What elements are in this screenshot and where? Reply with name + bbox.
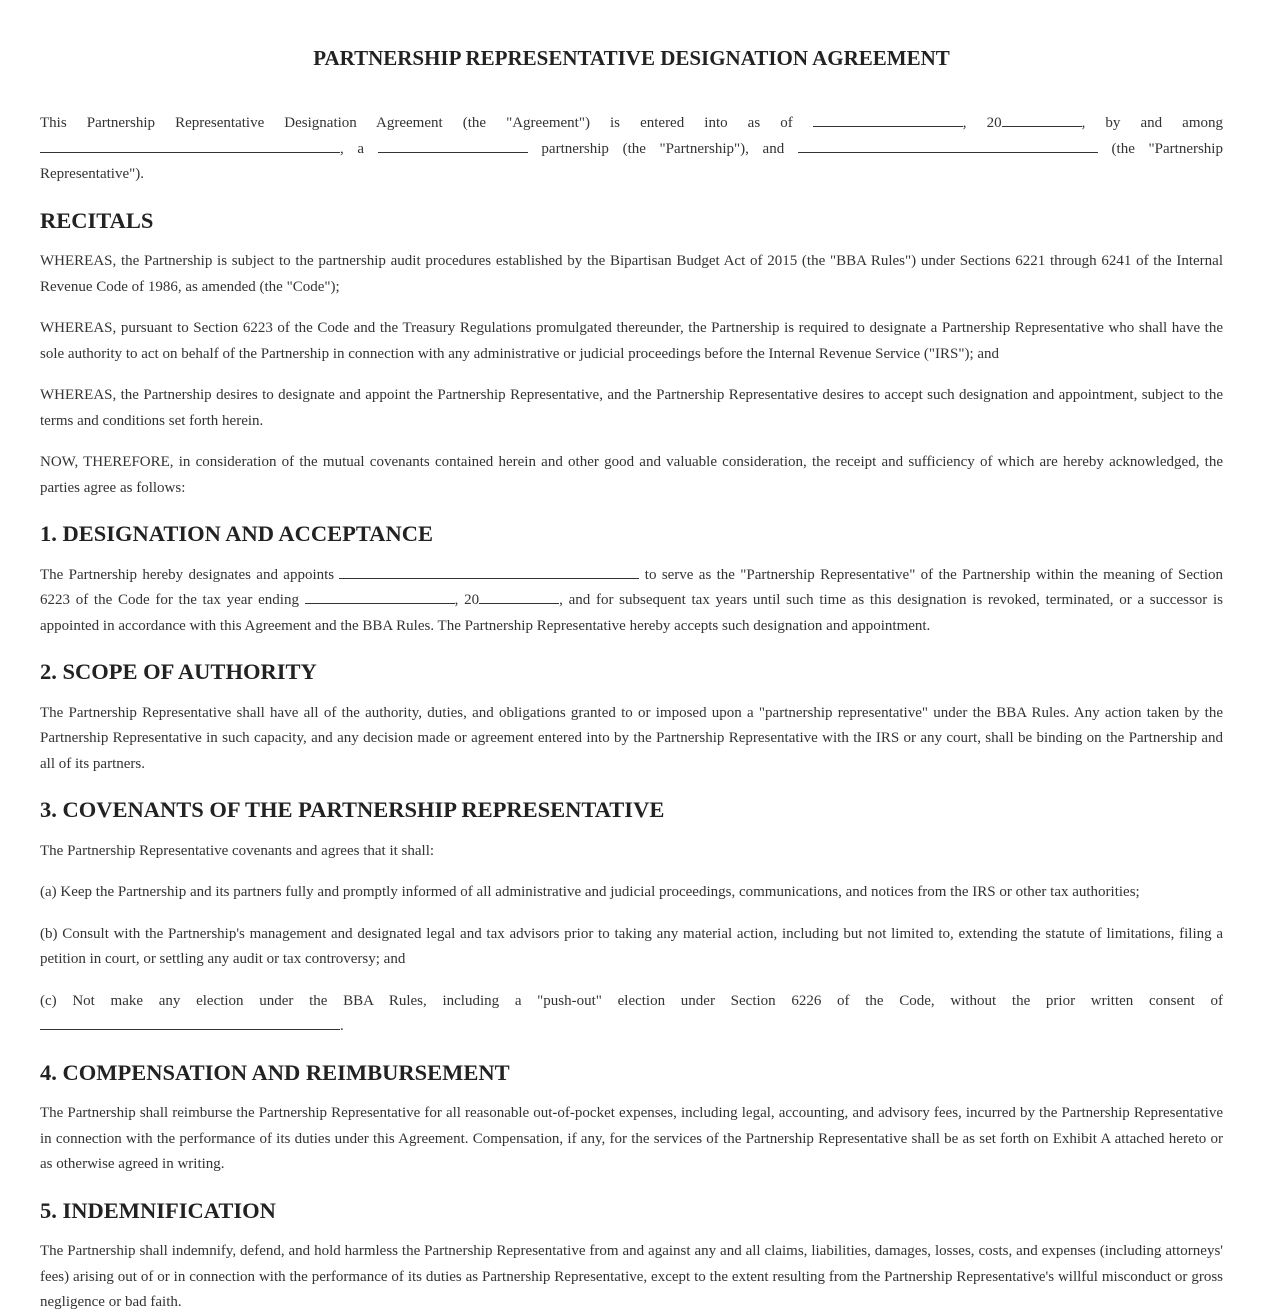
- date-blank[interactable]: [813, 111, 963, 127]
- covenant-item: [40, 989, 1223, 1040]
- recital-paragraph: WHEREAS, pursuant to Section 6223 of the Code and the Treasury Regulations promulgated thereunder, the Partnership is required to designate a Partnership Representative who shall have the sole authority to act on behalf of the Partnership in connection with any administrative or judicial proceedings before the Internal Revenue Service ("IRS"); and: [40, 320, 1223, 362]
- intro-paragraph: [40, 111, 1223, 188]
- compensation-paragraph: The Partnership shall reimburse the Partnership Representative for all reasonable out-of-pocket expenses, including legal, accounting, and advisory fees, incurred by the Partnership Representative in connection with the performance of its duties under this Agreement. Compensation, if any, for the services of the Partnership Representative shall be as set forth on Exhibit A attached hereto or as otherwise agreed in writing.: [40, 1105, 1223, 1172]
- intro-text: , a: [340, 140, 378, 157]
- intro-text: , by and among: [1081, 115, 1224, 131]
- partnership-name-blank[interactable]: [40, 137, 340, 153]
- section-heading: 4. COMPENSATION AND REIMBURSEMENT: [40, 1059, 510, 1085]
- section-heading: 2. SCOPE OF AUTHORITY: [40, 659, 317, 684]
- tax-year-blank[interactable]: [479, 588, 559, 604]
- indemnification-paragraph: The Partnership shall indemnify, defend, and hold harmless the Partnership Representative from and against any and all claims, liabilities, damages, losses, costs, and expenses (including attorneys' fees) arising out of or in connection with the performance of its duties as Partnership Representative, except to the extent resulting from the Partnership Representative's willful misconduct or gross negligence or bad faith.: [40, 1243, 1223, 1310]
- recitals-heading: RECITALS: [40, 207, 154, 233]
- intro-text: (the "Partnership Representative").: [40, 140, 1223, 182]
- covenant-item: (b) Consult with the Partnership's management and designated legal and tax advisors prior to taking any material action, including but not limited to, extending the statute of limitations, filing a petition in court, or settling any audit or tax controversy; and: [40, 925, 1223, 967]
- year-blank[interactable]: [1002, 111, 1082, 127]
- designee-blank[interactable]: [339, 563, 639, 579]
- intro-text: , 20: [962, 115, 1002, 131]
- section-heading: 5. INDEMNIFICATION: [40, 1197, 276, 1223]
- tax-year-date-blank[interactable]: [305, 588, 455, 604]
- recital-paragraph: WHEREAS, the Partnership is subject to the partnership audit procedures established by the Bipartisan Budget Act of 2015 (the "BBA Rules") under Sections 6221 through 6241 of the Internal Revenue Code of 1986, as amended (the "Code");: [40, 253, 1223, 295]
- recital-paragraph: WHEREAS, the Partnership desires to designate and appoint the Partnership Representative, and the Partnership Representative desires to accept such designation and appointment, subject to the terms and conditions set forth herein.: [40, 387, 1223, 429]
- covenant-item: (a) Keep the Partnership and its partners fully and promptly informed of all administrative and judicial proceedings, communications, and notices from the IRS or other tax authorities;: [40, 884, 1140, 900]
- authority-paragraph: The Partnership Representative shall have all of the authority, duties, and obligations granted to or imposed upon a "partnership representative" under the BBA Rules. Any action taken by the Partnership Representative in such capacity, and any decision made or agreement entered into by the Partnership Representative with the IRS or any court, shall be binding on the Partnership and all of its partners.: [40, 704, 1223, 772]
- designation-text: , and for subsequent tax years until such time as this designation is revoked, terminated, or a successor is appointed in accordance with this Agreement and the BBA Rules. The Partnership Representative hereby accepts such designation and appointment.: [40, 592, 1224, 634]
- intro-text: This Partnership Representative Designation Agreement (the "Agreement") is entered into as of: [40, 115, 813, 131]
- representative-name-blank[interactable]: [798, 137, 1098, 153]
- covenant-text: .: [340, 1018, 344, 1034]
- section-heading: 1. DESIGNATION AND ACCEPTANCE: [40, 521, 433, 546]
- consent-party-blank[interactable]: [40, 1014, 340, 1030]
- designation-paragraph: [40, 563, 1223, 640]
- partnership-state-blank[interactable]: [378, 137, 528, 153]
- designation-text: to serve as the "Partnership Representative" of the Partnership within the meaning of Section 6223 of the Code for the tax year ending: [40, 566, 1223, 608]
- designation-text: The Partnership hereby designates and appoints: [40, 566, 340, 583]
- document-title: PARTNERSHIP REPRESENTATIVE DESIGNATION AGREEMENT: [313, 46, 950, 70]
- intro-text: partnership (the "Partnership"), and: [527, 140, 798, 157]
- designation-text: , 20: [454, 592, 480, 608]
- covenants-intro: The Partnership Representative covenants and agrees that it shall:: [40, 842, 435, 859]
- covenant-text: (c) Not make any election under the BBA Rules, including a "push-out" election under Section 6226 of the Code, without the prior written consent of: [40, 992, 1223, 1009]
- recital-paragraph: NOW, THEREFORE, in consideration of the mutual covenants contained herein and other good and valuable consideration, the receipt and sufficiency of which are hereby acknowledged, the parties agree as follows:: [40, 454, 1223, 496]
- section-heading: 3. COVENANTS OF THE PARTNERSHIP REPRESENTATIVE: [40, 797, 665, 822]
